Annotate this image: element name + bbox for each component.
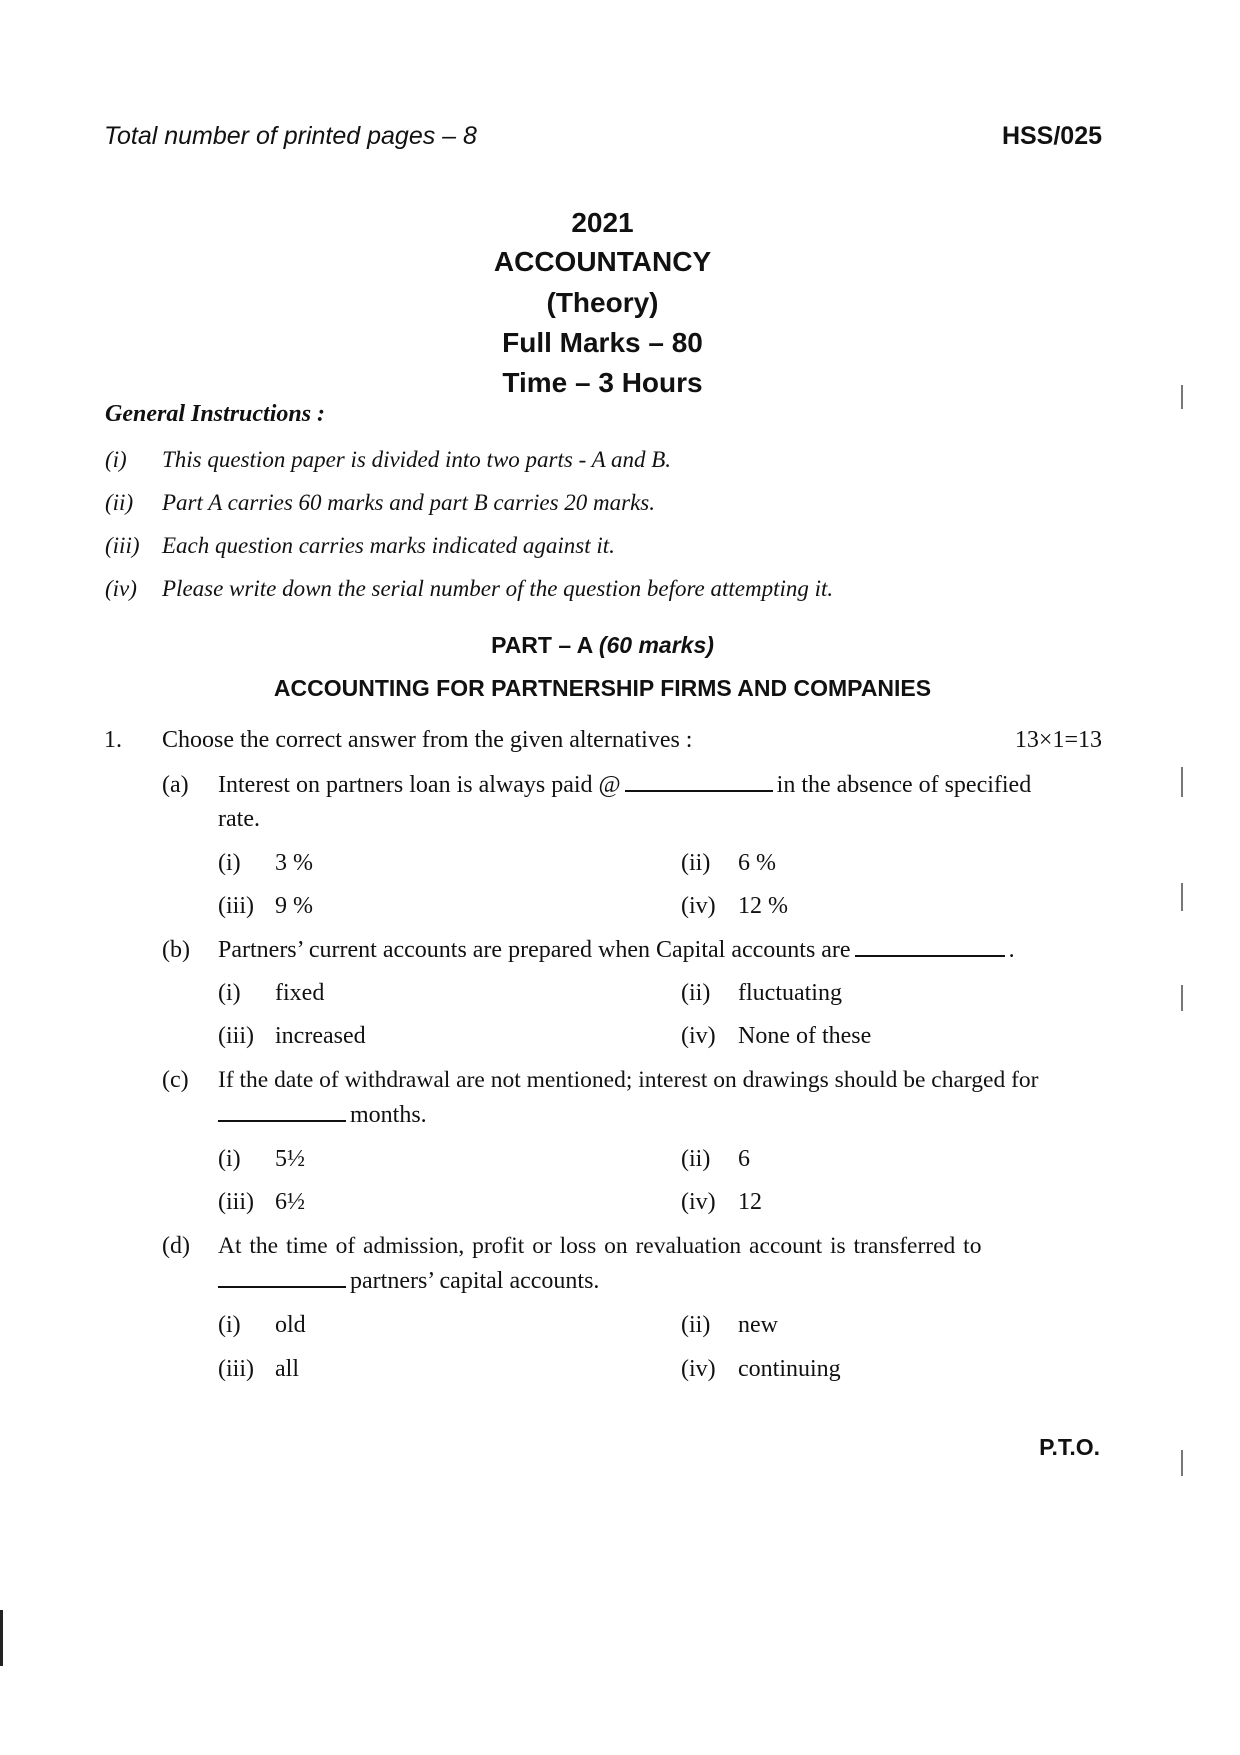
instruction-text: Please write down the serial number of the question before attempting it. [162,576,834,601]
answer-blank [218,1119,346,1122]
question-marks: 13×1=13 [1014,727,1102,753]
instruction-text: Part A carries 60 marks and part B carries 20 marks. [162,490,656,515]
subquestion-text-part: in the absence of specified [776,772,1032,798]
subquestion-label: (d) [162,1233,190,1259]
paper-type: (Theory) [546,287,659,318]
option-number: (ii) [681,980,711,1006]
option-number: (iv) [681,1189,716,1215]
option-number: (i) [218,1312,241,1338]
scan-mark [1181,767,1183,797]
instruction-number: (iv) [105,576,137,601]
subquestion-label: (c) [162,1067,189,1093]
instruction-text: This question paper is divided into two parts - A and B. [162,447,671,472]
part-a-label: PART – A [491,632,599,658]
subquestion-text-cont [218,1102,427,1129]
option-text: continuing [738,1356,841,1382]
subquestion-text [218,937,1015,964]
subquestion-label: (a) [162,772,189,798]
instruction-number: (ii) [105,490,134,515]
subquestion-text: At the time of admission, profit or loss on revaluation account is transferred to [218,1233,982,1259]
option-number: (iii) [218,1189,254,1215]
scan-mark [1181,883,1183,911]
scan-mark [1181,385,1183,409]
subquestion-text-part: Partners’ current accounts are prepared when Capital accounts are [218,937,851,963]
answer-blank [218,1285,346,1288]
subquestion-text-part: . [1008,937,1015,963]
option-text: 12 % [738,893,788,919]
option-number: (i) [218,980,241,1006]
instruction-text: Each question carries marks indicated against it. [162,533,615,558]
subquestion-text-cont: rate. [218,806,260,832]
instruction-number: (i) [105,447,127,472]
subquestion-text-part: partners’ capital accounts. [350,1268,600,1294]
option-text: 6 [738,1146,750,1172]
option-text: 3 % [275,850,313,876]
option-text: 5½ [275,1146,305,1172]
option-text: 6½ [275,1189,305,1215]
subquestion-text-part: Interest on partners loan is always paid @ [218,772,621,798]
option-number: (iv) [681,1356,716,1382]
part-a-marks: (60 marks) [598,632,714,658]
answer-blank [855,954,1005,957]
option-number: (i) [218,850,241,876]
option-text: increased [275,1023,366,1049]
subquestion-text: If the date of withdrawal are not mentioned; interest on drawings should be charged for [218,1067,1039,1093]
scan-mark [1181,985,1183,1011]
question-number: 1. [104,727,122,753]
printed-pages-note: Total number of printed pages – 8 [104,122,477,150]
subject-title: ACCOUNTANCY [493,246,712,277]
scan-mark [0,1610,3,1666]
part-a-subheading: ACCOUNTING FOR PARTNERSHIP FIRMS AND COMPANIES [273,675,932,701]
option-text: 12 [738,1189,762,1215]
option-text: 9 % [275,893,313,919]
subquestion-text-part: months. [350,1102,427,1128]
option-text: None of these [738,1023,872,1049]
option-text: old [275,1312,306,1338]
option-text: fluctuating [738,980,842,1006]
instruction-number: (iii) [105,533,140,558]
subquestion-text-cont [218,1268,599,1295]
general-instructions-heading: General Instructions : [105,401,326,427]
exam-time: Time – 3 Hours [502,367,703,398]
option-text: new [738,1312,778,1338]
option-number: (ii) [681,1146,711,1172]
option-text: 6 % [738,850,776,876]
exam-year: 2021 [571,207,634,238]
option-number: (iv) [681,893,716,919]
answer-blank [625,789,773,792]
option-number: (iv) [681,1023,716,1049]
paper-code: HSS/025 [1001,122,1102,150]
part-a-heading [0,632,1205,659]
subquestion-text [218,772,1031,799]
scan-mark [1181,1450,1183,1476]
option-number: (iii) [218,1356,254,1382]
option-number: (ii) [681,850,711,876]
option-number: (i) [218,1146,241,1172]
please-turn-over: P.T.O. [1039,1434,1100,1460]
option-text: fixed [275,980,325,1006]
option-number: (ii) [681,1312,711,1338]
subquestion-label: (b) [162,937,190,963]
question-text: Choose the correct answer from the given alternatives : [162,727,693,753]
full-marks: Full Marks – 80 [502,327,703,358]
option-number: (iii) [218,1023,254,1049]
option-text: all [275,1356,299,1382]
option-number: (iii) [218,893,254,919]
